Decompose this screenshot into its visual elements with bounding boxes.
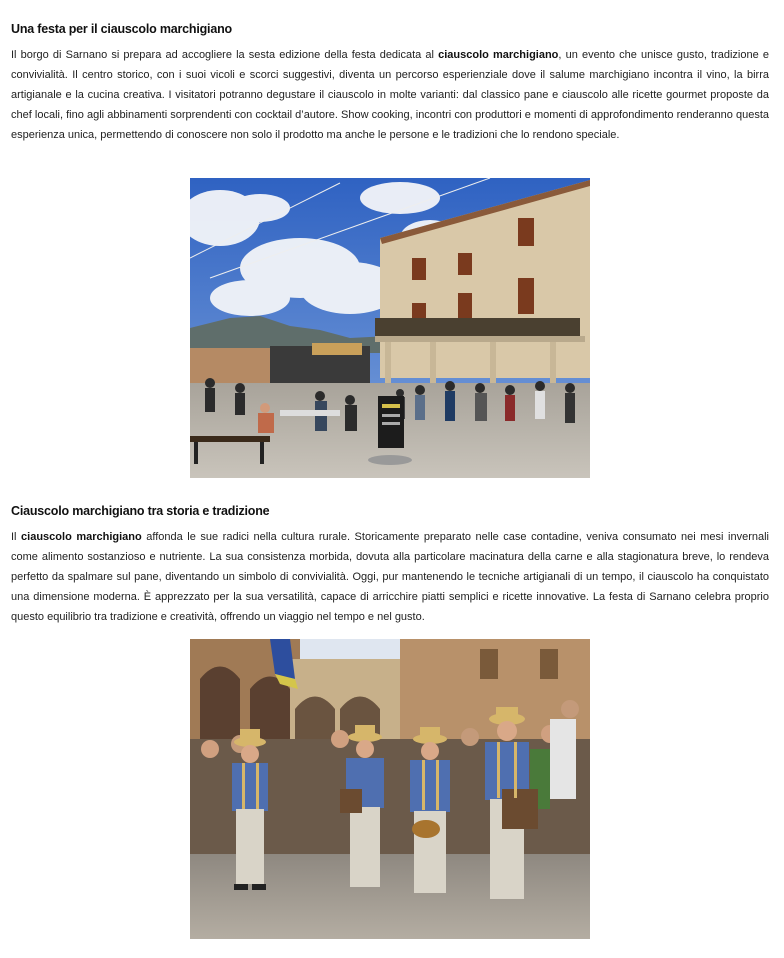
bold-keyword: ciauscolo marchigiano [21,531,142,543]
photo-banda-illustration [190,639,590,939]
paragraph-text: Il [11,531,22,543]
photo-piazza-festival [190,178,590,478]
bold-keyword: ciauscolo marchigiano [438,49,559,61]
paragraph-text: Il borgo di Sarnano si prepara ad accogliere la sesta edizione della festa dedicata al [11,49,439,61]
section-title-storia: Ciauscolo marchigiano tra storia e tradizione [11,504,270,518]
photo-banda-musicisti [190,639,590,939]
section-title-festa: Una festa per il ciauscolo marchigiano [11,22,232,36]
paragraph-text: affonda le sue radici nella cultura rurale. Storicamente preparato nelle case contadine, veniva consumato nei mesi invernali come alimento sostanzioso e nutriente. La sua consistenza morbida, dovuta alla particolare macinatura della carne e alla stagionatura breve, lo rendeva perfetto da spalmare sul pane, diventando un simbolo di convivialità. Oggi, pur mantenendo le tecniche artigianali di un tempo, il ciauscolo ha conquistato una dimensione moderna. È apprezzato per la sua versatilità, capace di arricchire piatti semplici e ricette innovative. La festa di Sarnano celebra proprio questo equilibrio tra tradizione e creatività, offrendo un viaggio nel tempo e nel gusto. [11,531,769,623]
paragraph-storia [11,527,769,627]
paragraph-festa [11,45,769,145]
photo-piazza-illustration [190,178,590,478]
paragraph-text: , un evento che unisce gusto, tradizione e convivialità. Il centro storico, con i suoi vicoli e scorci suggestivi, diventa un percorso esperienziale dove il salume marchigiano incontra il vino, la birra artigianale e la cucina creativa. I visitatori potranno degustare il ciauscolo in molte varianti: dal classico pane e ciauscolo alle ricette gourmet proposte da chef locali, fino agli abbinamenti sorprendenti con cocktail d’autore. Show cooking, incontri con produttori e momenti di approfondimento renderanno questa esperienza unica, permettendo di conoscere non solo il prodotto ma anche le persone e le tradizioni che lo rendono speciale. [11,49,769,141]
